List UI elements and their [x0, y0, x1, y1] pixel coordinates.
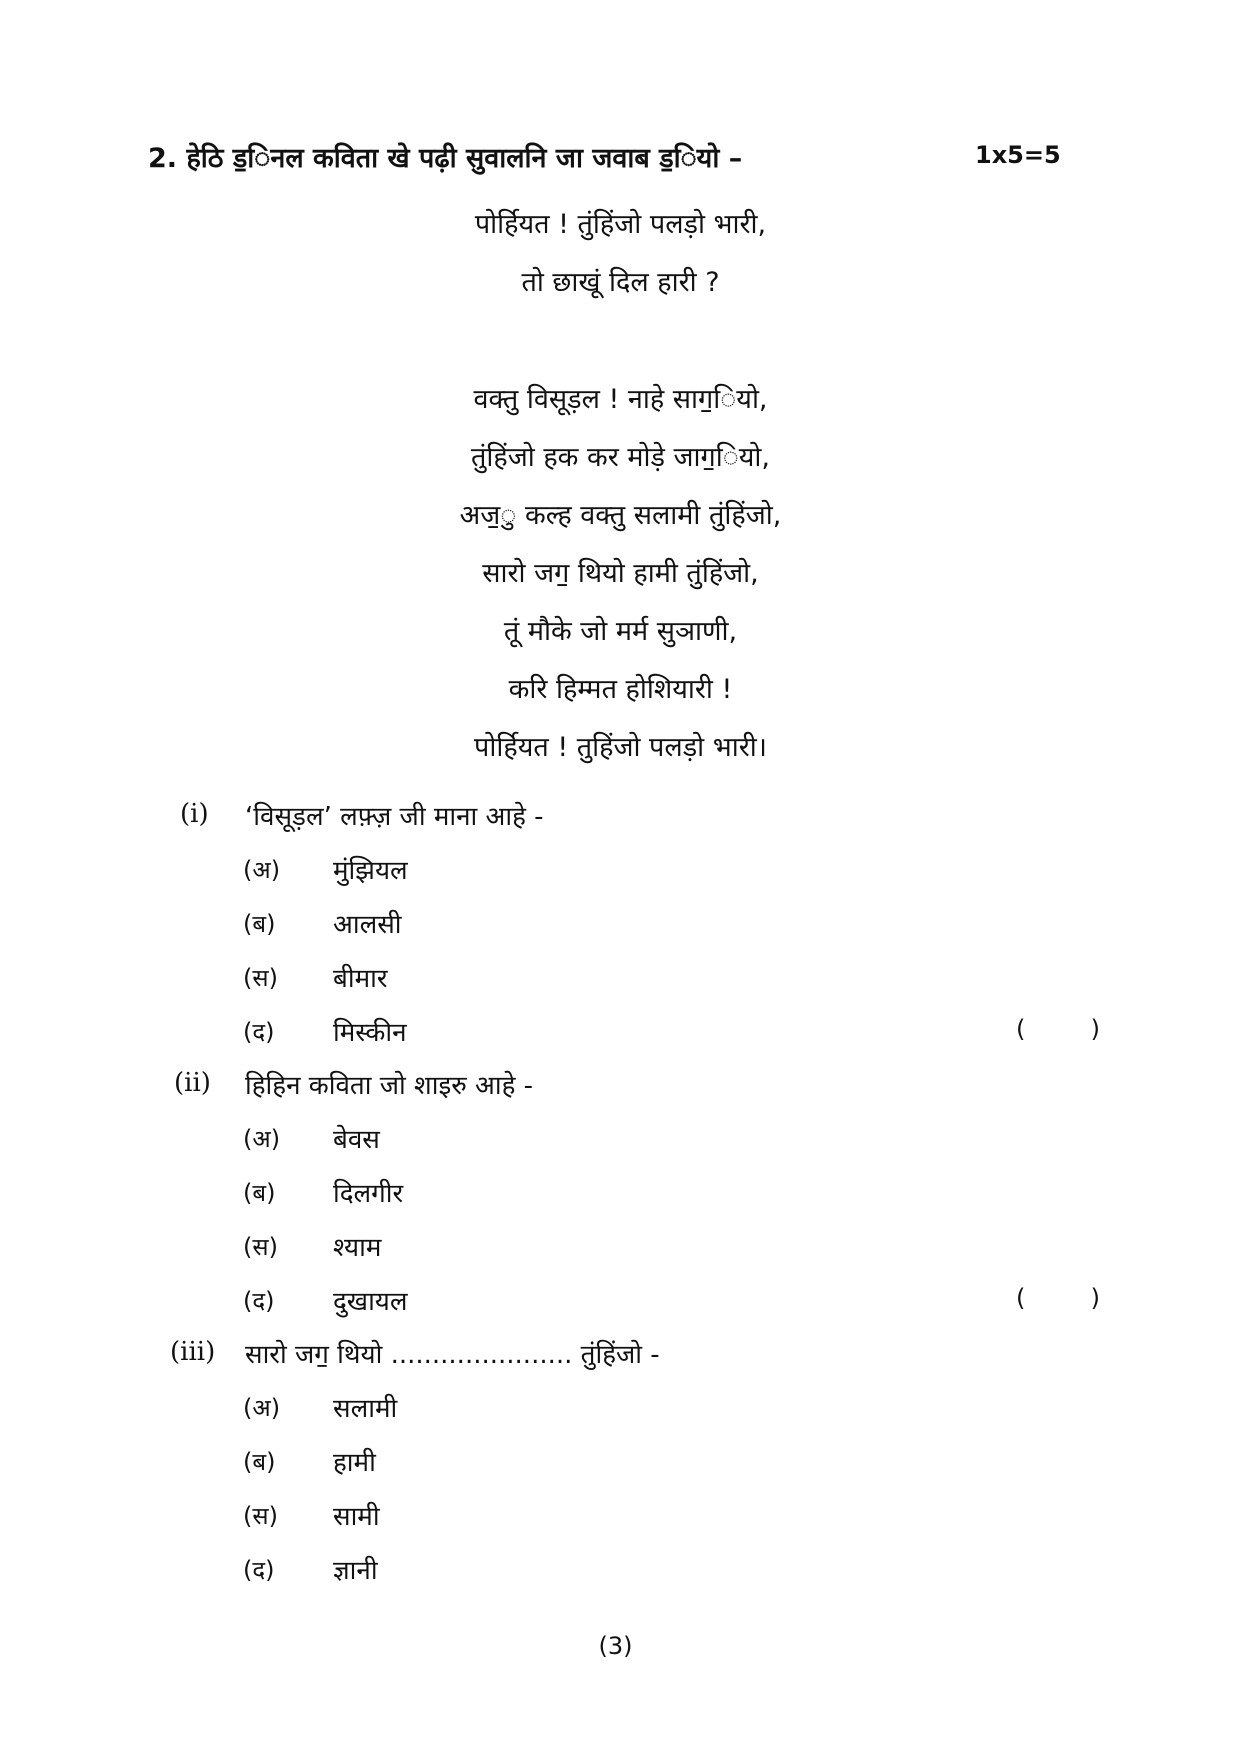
option-text: सलामी	[333, 1394, 398, 1424]
poem-line: वक्तु विसूड़ल ! नाहे साग॒ियो,	[473, 384, 768, 415]
option-row	[0, 1112, 1241, 1166]
question-header	[148, 138, 1068, 182]
question-marks: 1x5=5	[975, 141, 1061, 169]
poem-stanza-1	[0, 196, 1241, 312]
option-row	[0, 1005, 1241, 1059]
option-row	[0, 1543, 1241, 1597]
answer-bracket-open: (	[1016, 1284, 1026, 1312]
question-number: (iii)	[170, 1337, 216, 1367]
answer-bracket-open: (	[1016, 1015, 1026, 1043]
question-number: (i)	[180, 799, 209, 829]
option-row	[0, 951, 1241, 1005]
answer-box[interactable]	[1016, 1284, 1100, 1312]
option-text: हामी	[333, 1448, 376, 1478]
poem-line: तूं मौके जो मर्म सुञाणी,	[503, 616, 738, 647]
question-3	[0, 1329, 1241, 1597]
poem-line: पोर्हियत ! तुंहिंजो पलड़ो भारी,	[474, 209, 767, 240]
question-1	[0, 791, 1241, 1059]
option-text: दिलगीर	[333, 1179, 404, 1209]
option-label: (अ)	[243, 856, 281, 884]
option-row	[0, 897, 1241, 951]
answer-box[interactable]	[1016, 1015, 1100, 1043]
poem-line: पोर्हियत ! तुहिंजो पलड़ो भारी।	[474, 732, 767, 763]
question-2	[0, 1060, 1241, 1328]
question-text: सारो जग॒ थियो ...................... तुंहिंजो -	[245, 1340, 660, 1370]
option-text: श्याम	[333, 1233, 382, 1263]
option-label: (द)	[243, 1556, 275, 1584]
option-text: ज्ञानी	[333, 1556, 378, 1586]
poem-line: तुंहिंजो हक कर मोड़े जाग॒ियो,	[470, 442, 770, 473]
option-row	[0, 1274, 1241, 1328]
option-label: (ब)	[243, 1179, 276, 1207]
option-row	[0, 1381, 1241, 1435]
question-number: (ii)	[174, 1068, 211, 1098]
option-row	[0, 1220, 1241, 1274]
poem-line: करि हिम्मत होशियारी !	[508, 674, 733, 705]
page-number: (3)	[598, 1632, 633, 1660]
option-text: बीमार	[333, 964, 388, 994]
option-row	[0, 1435, 1241, 1489]
answer-bracket-close: )	[1090, 1015, 1100, 1043]
option-label: (अ)	[243, 1394, 281, 1422]
option-row	[0, 843, 1241, 897]
option-label: (ब)	[243, 910, 276, 938]
option-row	[0, 1489, 1241, 1543]
poem-stanza-2	[0, 371, 1241, 777]
option-label: (स)	[243, 1233, 278, 1261]
option-text: आलसी	[333, 910, 402, 940]
option-label: (अ)	[243, 1125, 281, 1153]
option-row	[0, 1166, 1241, 1220]
option-label: (ब)	[243, 1448, 276, 1476]
answer-bracket-close: )	[1090, 1284, 1100, 1312]
poem-line: तो छाखूं दिल हारी ?	[521, 267, 720, 298]
option-text: मुंझियल	[333, 856, 408, 886]
option-label: (द)	[243, 1018, 275, 1046]
option-label: (स)	[243, 1502, 278, 1530]
question-text: ‘विसूड़ल’ लफ़्ज़ जी माना आहे -	[245, 802, 544, 832]
question-text: हिहिन कविता जो शाइरु आहे -	[245, 1071, 534, 1101]
option-text: दुखायल	[333, 1287, 408, 1317]
option-text: बेवस	[333, 1125, 380, 1155]
poem-line: सारो जग॒ थियो हामी तुंहिंजो,	[482, 558, 759, 589]
poem-line: अज॒ु कल्ह वक्तु सलामी तुंहिंजो,	[459, 500, 782, 531]
question-title: 2. हेठि ड॒िनल कविता खे पढ़ी सुवालनि जा जवाब ड॒ियो –	[148, 143, 743, 174]
option-text: सामी	[333, 1502, 380, 1532]
option-text: मिस्कीन	[333, 1018, 407, 1048]
option-label: (द)	[243, 1287, 275, 1315]
option-label: (स)	[243, 964, 278, 992]
